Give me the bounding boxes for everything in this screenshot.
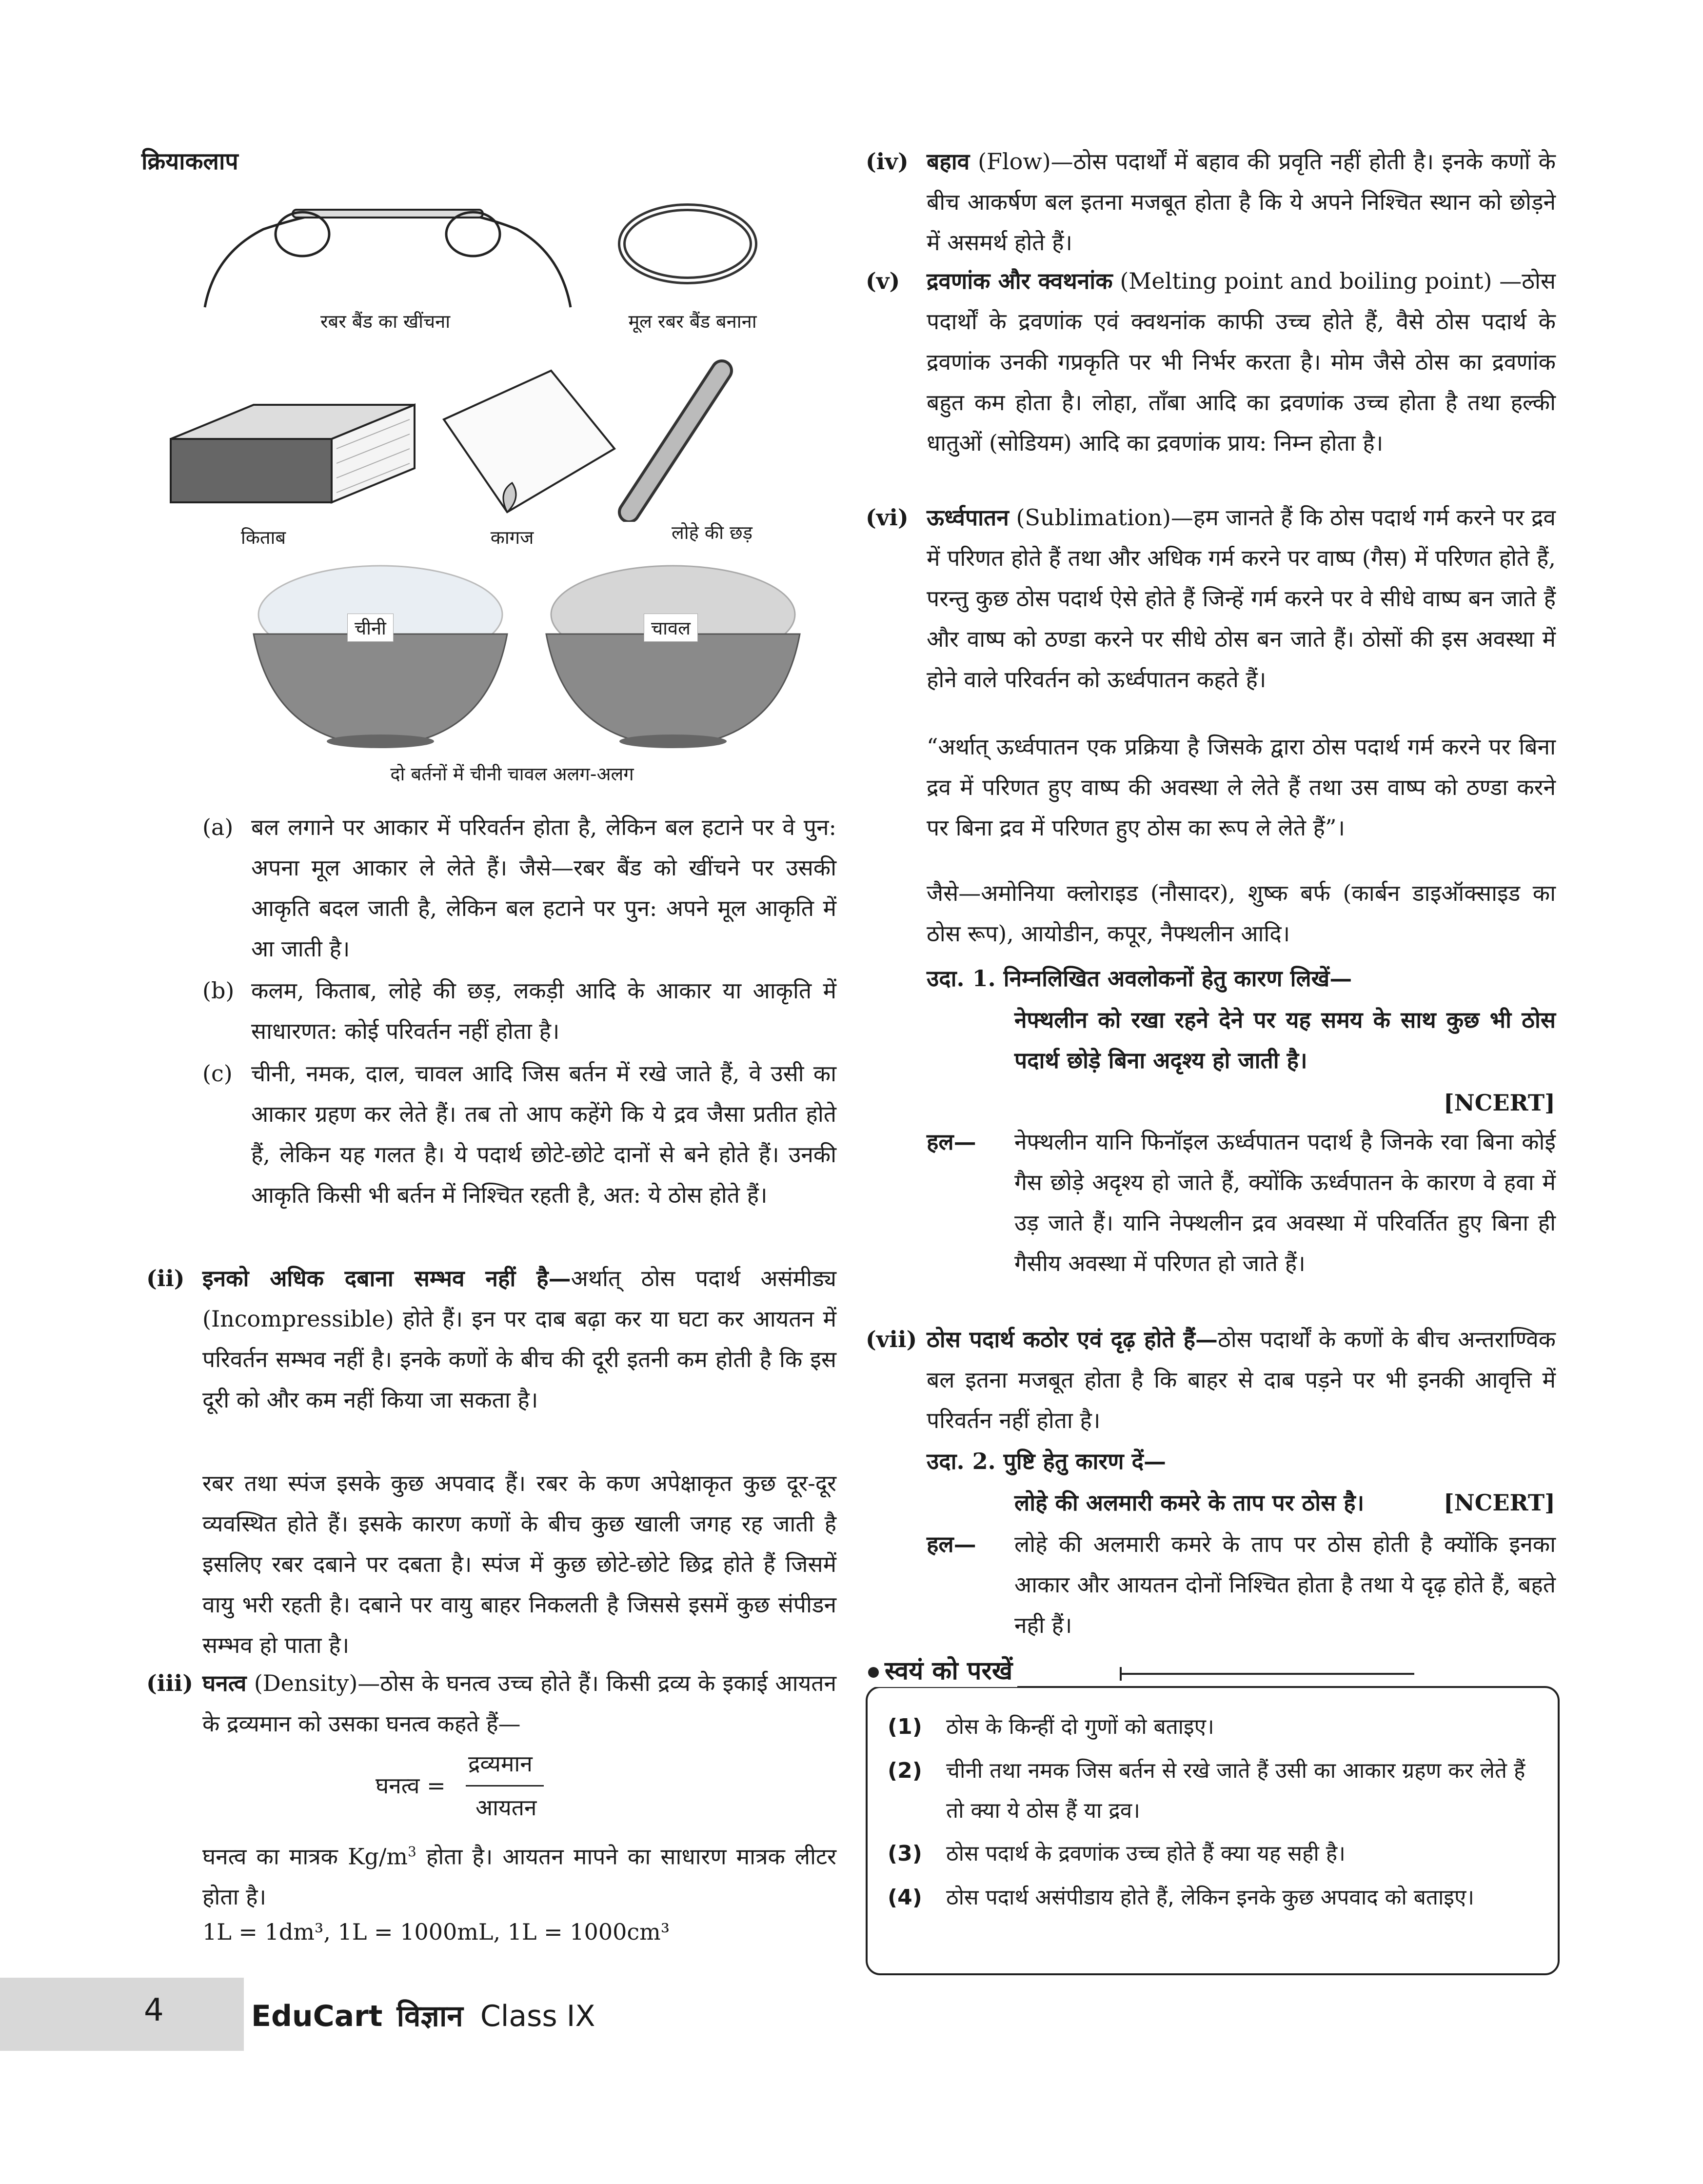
- item-ii-label: (ii): [146, 1265, 185, 1291]
- question-4-number: (4): [888, 1885, 922, 1910]
- question-3-text: ठोस पदार्थ के द्रवणांक उच्च होते हैं क्या यह सही है।: [946, 1841, 1346, 1866]
- item-ii-body: अर्थात् ठोस पदार्थ असंमीड्य (Incompressible) होते हैं। इन पर दाब बढ़ा कर या घटा कर आयतन में परिवर्तन सम्भव नहीं है। इनके कणों के बीच की दूरी इतनी कम होती है कि इस दूरी को और कम नहीं किया जा सकता है।: [202, 1265, 836, 1413]
- example-1-solution: नेफ्थलीन यानि फिनॉइल ऊर्ध्वपातन पदार्थ है जिनके रवा बिना कोई गैस छोड़े अदृश्य हो जाते हैं, क्योंकि ऊर्ध्वपातन के कारण वे हवा में उड़ जाते हैं। यानि नेफ्थलीन द्रव अवस्था में परिवर्तित हुए बिना ही गैसीय अवस्था में परिणत हो जाते हैं।: [1014, 1129, 1556, 1276]
- book-figure: [161, 385, 424, 517]
- formula-lhs: घनत्व =: [376, 1772, 446, 1799]
- footer-subject: विज्ञान: [396, 1999, 463, 2033]
- self-test-rule: [1122, 1673, 1414, 1675]
- rubber-band-ring-figure: [614, 200, 761, 288]
- formula-numerator: द्रव्यमान: [468, 1750, 533, 1777]
- item-ii-text-2: रबर तथा स्पंज इसके कुछ अपवाद हैं। रबर के कण अपेक्षाकृत कुछ दूर-दूर व्यवस्थित होते हैं। इसके कारण कणों के बीच कुछ खाली जगह रह जाती है इसलिए रबर दबाने पर दबता है। स्पंज में कुछ छोटे-छोटे छिद्र होते हैं जिसमें वायु भरी रहती है। दबाने पर वायु बाहर निकलती है जिससे इसमें कुछ संपीडन सम्भव हो पाता है।: [202, 1470, 836, 1658]
- item-ii-text: [202, 1258, 836, 1420]
- item-vi-body: (Sublimation)—हम जानते हैं कि ठोस पदार्थ गर्म करने पर द्रव में परिणत होते हैं तथा और अधिक गर्म करने पर वाष्प (गैस) में परिणत होते हैं, परन्तु कुछ ठोस पदार्थ ऐसे होते हैं जिन्हें गर्म करने पर वे सीधे वाष्प बन जाते हैं और वाष्प को ठण्डा करने पर सीधे ठोस बन जाते हैं। ठोसों की इस अवस्था में होने वाले परिवर्तन को ऊर्ध्वपातन कहते हैं।: [927, 504, 1556, 693]
- item-vi-bold: ऊर्ध्वपातन: [927, 504, 1009, 531]
- example-2-heading: उदा. 2. पुष्टि हेतु कारण दें—: [927, 1448, 1166, 1474]
- self-test-title: [863, 1652, 1017, 1687]
- item-v-text: [927, 261, 1556, 463]
- item-vi-examples: जैसे—अमोनिया क्लोराइड (नौसादर), शुष्क बर्फ (कार्बन डाइऑक्साइड का ठोस रूप), आयोडीन, कपूर, नैफ्थलीन आदि।: [927, 880, 1556, 947]
- example-2-question: लोहे की अलमारी कमरे के ताप पर ठोस है।: [1014, 1489, 1365, 1516]
- example-2-solution-label: हल—: [927, 1531, 976, 1557]
- item-vii-body: ठोस पदार्थों के कणों के बीच अन्तराण्विक बल इतना मजबूत होता है कि बाहर से दाब पड़ने पर भी इनकी आवृत्ति में परिवर्तन नहीं होता है।: [927, 1326, 1556, 1433]
- self-test-title-text: स्वयं को परखें: [885, 1656, 1013, 1686]
- bowl-label-rice: चावल: [644, 614, 698, 642]
- footer-brand-line: [251, 1995, 595, 2035]
- unit-text-2: होता है। आयतन मापने का साधारण मात्रक लीटर होता है।: [202, 1843, 836, 1910]
- unit-sup: 3: [408, 1844, 416, 1860]
- caption-bowls: दो बर्तनों में चीनी चावल अलग-अलग: [390, 763, 634, 785]
- footer-band: [0, 1978, 244, 2051]
- question-2-text: चीनी तथा नमक जिस बर्तन से रखे जाते हैं उसी का आकार ग्रहण कर लेते हैं तो क्या ये ठोस हैं या द्रव।: [946, 1758, 1525, 1823]
- question-2-number: (2): [888, 1758, 922, 1783]
- footer-class: Class IX: [480, 1999, 595, 2033]
- item-vi-text: [927, 497, 1556, 700]
- item-b-text: कलम, किताब, लोहे की छड़, लकड़ी आदि के आकार या आकृति में साधारणत: कोई परिवर्तन नहीं होता है।: [251, 977, 836, 1044]
- iron-rod-figure: [605, 356, 751, 522]
- item-vii-label: (vii): [866, 1326, 917, 1352]
- paper-figure: [429, 366, 619, 517]
- stretch-rubber-band-figure: [195, 195, 575, 312]
- example-1-solution-label: हल—: [927, 1129, 976, 1155]
- item-iv-label: (iv): [866, 148, 909, 175]
- item-c-text: चीनी, नमक, दाल, चावल आदि जिस बर्तन में रखे जाते हैं, वे उसी का आकार ग्रहण कर लेते हैं। तब तो आप कहेंगे कि ये द्रव जैसा प्रतीत होते हैं, लेकिन यह गलत है। ये पदार्थ छोटे-छोटे दानों से बने होते हैं। उनकी आकृति किसी भी बर्तन में निश्चित रहती है, अत: ये ठोस होते हैं।: [251, 1060, 836, 1208]
- bullet-icon: [868, 1667, 879, 1678]
- item-iii-label: (iii): [146, 1670, 193, 1696]
- liter-equation: 1L = 1dm³, 1L = 1000mL, 1L = 1000cm³: [202, 1919, 670, 1945]
- question-1-number: (1): [888, 1714, 922, 1739]
- item-v-label: (v): [866, 268, 900, 294]
- rice-bowl-figure: [536, 561, 810, 756]
- question-3-number: (3): [888, 1841, 922, 1866]
- page-number: 4: [144, 1992, 164, 2028]
- item-v-body: (Melting point and boiling point) —ठोस पदार्थों के द्रवणांक एवं क्वथनांक काफी उच्च होते हैं, वैसे ठोस पदार्थ के द्रवणांक उनकी गप्रकृति पर भी निर्भर करता है। मोम जैसे ठोस का द्रवणांक बहुत कम होता है। लोहा, ताँबा आदि का द्रवणांक उच्च होता है तथा हल्की धातुओं (सोडियम) आदि का द्रवणांक प्राय: निम्न होता है।: [927, 268, 1556, 456]
- example-1-heading: उदा. 1. निम्नलिखित अवलोकनों हेतु कारण लिखें—: [927, 965, 1352, 992]
- caption-original: मूल रबर बैंड बनाना: [628, 311, 757, 332]
- item-vi-label: (vi): [866, 504, 909, 531]
- activity-heading: क्रियाकलाप: [141, 148, 238, 175]
- item-iii-bold: घनत्व: [202, 1670, 247, 1696]
- item-iv-text: [927, 141, 1556, 263]
- unit-text-1: घनत्व का मात्रक Kg/m: [202, 1843, 408, 1870]
- caption-rod: लोहे की छड़: [672, 522, 752, 543]
- sugar-bowl-figure: [244, 561, 517, 756]
- item-iv-bold: बहाव: [927, 148, 970, 175]
- item-iii-text: [202, 1663, 836, 1744]
- example-2-solution: लोहे की अलमारी कमरे के ताप पर ठोस होती है क्योंकि इनका आकार और आयतन दोनों निश्चित होता है तथा ये दृढ़ होते हैं, बहते नही हैं।: [1014, 1531, 1556, 1638]
- item-vii-text: [927, 1319, 1556, 1441]
- caption-stretch: रबर बैंड का खींचना: [320, 311, 451, 332]
- item-c-label: (c): [202, 1060, 233, 1087]
- item-vii-bold: ठोस पदार्थ कठोर एवं दृढ़ होते हैं—: [927, 1326, 1218, 1352]
- item-a-text: बल लगाने पर आकार में परिवर्तन होता है, लेकिन बल हटाने पर वे पुन: अपना मूल आकार ले लेते हैं। जैसे—रबर बैंड को खींचने पर उसकी आकृति बदल जाती है, लेकिन बल हटाने पर पुन: अपने मूल आकृति में आ जाती है।: [251, 814, 836, 962]
- item-iv-body: (Flow)—ठोस पदार्थों में बहाव की प्रवृति नहीं होती है। इनके कणों के बीच आकर्षण बल इतना मजबूत होता है कि ये अपने निश्चित स्थान को छोड़ने में असमर्थ होते हैं।: [927, 148, 1556, 256]
- item-v-bold: द्रवणांक और क्वथनांक: [927, 268, 1113, 294]
- caption-book: किताब: [240, 527, 286, 548]
- formula-denominator: आयतन: [475, 1794, 537, 1821]
- brand-logo: EduCart: [251, 1999, 383, 2033]
- example-1-question: नेफ्थलीन को रखा रहने देने पर यह समय के साथ कुछ भी ठोस पदार्थ छोड़े बिना अदृश्य हो जाती है।: [1014, 1007, 1556, 1073]
- example-1-ncert-tag: [NCERT]: [1444, 1090, 1555, 1116]
- bowl-label-sugar: चीनी: [347, 614, 394, 642]
- item-b-label: (b): [202, 977, 235, 1004]
- question-1-text: ठोस के किन्हीं दो गुणों को बताइए।: [946, 1714, 1214, 1739]
- example-2-ncert-tag: [NCERT]: [1444, 1489, 1555, 1516]
- question-4-text: ठोस पदार्थ असंपीडाय होते हैं, लेकिन इनके कुछ अपवाद को बताइए।: [946, 1885, 1474, 1910]
- formula-bar: [466, 1785, 544, 1787]
- item-ii-bold: इनको अधिक दबाना सम्भव नहीं है—: [202, 1265, 571, 1291]
- caption-paper: कागज: [490, 527, 534, 548]
- item-a-label: (a): [202, 814, 234, 840]
- item-iii-body: (Density)—ठोस के घनत्व उच्च होते हैं। किसी द्रव्य के इकाई आयतन के द्रव्यमान को उसका घनत्व कहते हैं—: [202, 1670, 836, 1737]
- unit-text: [202, 1831, 836, 1917]
- item-vi-quote: “अर्थात् ऊर्ध्वपातन एक प्रक्रिया है जिसके द्वारा ठोस पदार्थ गर्म करने पर बिना द्रव में परिणत हुए वाष्प की अवस्था ले लेते हैं तथा उस वाष्प को ठण्डा करने पर बिना द्रव में परिणत हुए ठोस का रूप ले लेते हैं”।: [927, 734, 1556, 841]
